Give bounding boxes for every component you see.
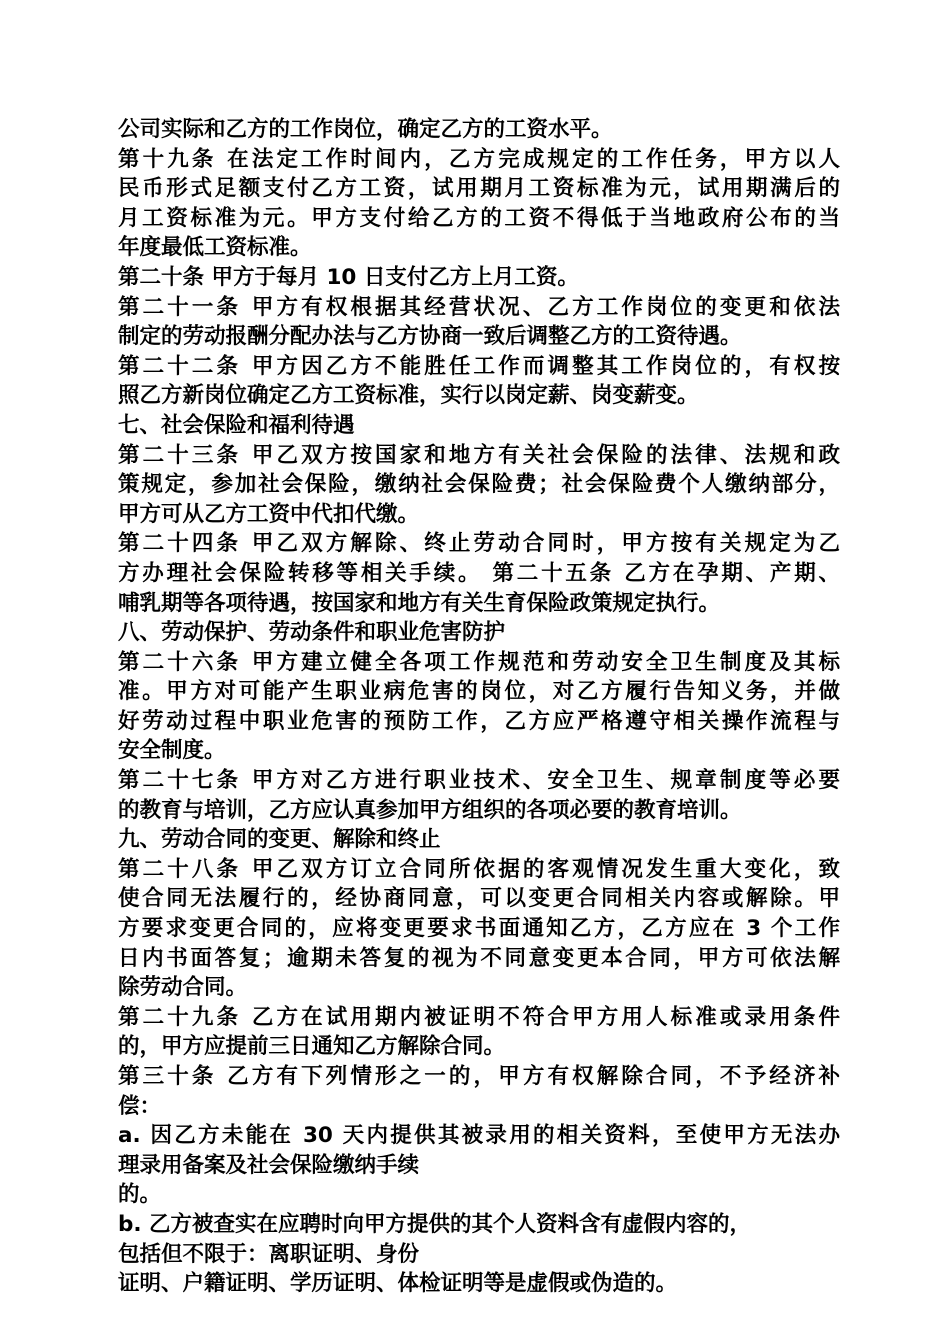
text-line: 年度最低工资标准。: [118, 235, 312, 261]
text-line: 第十九条 在法定工作时间内，乙方完成规定的工作任务，甲方以人: [118, 146, 840, 172]
text-line: 甲方可从乙方工资中代扣代缴。: [118, 501, 420, 527]
text-line: 好劳动过程中职业危害的预防工作，乙方应严格遵守相关操作流程与: [118, 708, 840, 734]
text-line: 的，甲方应提前三日通知乙方解除合同。: [118, 1034, 506, 1060]
text-line: 第三十条 乙方有下列情形之一的，甲方有权解除合同，不予经济补: [118, 1064, 840, 1089]
text-line: 的教育与培训，乙方应认真参加甲方组织的各项必要的教育培训。: [118, 797, 742, 823]
text-line: 第二十八条 甲乙双方订立合同所依据的客观情况发生重大变化，致: [118, 856, 840, 882]
section-heading: 八、劳动保护、劳动条件和职业危害防护: [118, 620, 506, 646]
text-line: 使合同无法履行的，经协商同意，可以变更合同相关内容或解除。甲: [118, 886, 840, 912]
text-line: 方要求变更合同的，应将变更要求书面通知乙方，乙方应在 3 个工作: [118, 916, 840, 942]
section-heading: 七、社会保险和福利待遇: [118, 412, 355, 438]
text-line: 偿：: [118, 1093, 162, 1119]
text-line: 第二十一条 甲方有权根据其经营状况、乙方工作岗位的变更和依法: [118, 294, 840, 320]
text-line: 公司实际和乙方的工作岗位，确定乙方的工资水平。: [118, 117, 613, 142]
text-line: 准。甲方对可能产生职业病危害的岗位，对乙方履行告知义务，并做: [118, 679, 840, 705]
text-line: 的。: [118, 1182, 162, 1208]
text-line: 除劳动合同。: [118, 975, 248, 1001]
text-line: 第二十六条 甲方建立健全各项工作规范和劳动安全卫生制度及其标: [118, 649, 840, 675]
text-line: b. 乙方被查实在应聘时向甲方提供的其个人资料含有虚假内容的，: [118, 1211, 752, 1237]
text-line: 照乙方新岗位确定乙方工资标准，实行以岗定薪、岗变薪变。: [118, 383, 699, 409]
text-line: 日内书面答复；逾期未答复的视为不同意变更本合同，甲方可依法解: [118, 945, 840, 971]
text-line: 第二十条 甲方于每月 10 日支付乙方上月工资。: [118, 264, 579, 290]
text-line: 第二十二条 甲方因乙方不能胜任工作而调整其工作岗位的，有权按: [118, 353, 840, 379]
text-line: 包括但不限于：离职证明、身份: [118, 1241, 420, 1267]
text-line: 方办理社会保险转移等相关手续。 第二十五条 乙方在孕期、产期、: [118, 560, 840, 586]
text-line: 第二十九条 乙方在试用期内被证明不符合甲方用人标准或录用条件: [118, 1004, 840, 1030]
text-line: 策规定，参加社会保险，缴纳社会保险费；社会保险费个人缴纳部分，: [118, 472, 840, 498]
text-line: 第二十三条 甲乙双方按国家和地方有关社会保险的法律、法规和政: [118, 442, 840, 468]
section-heading: 九、劳动合同的变更、解除和终止: [118, 827, 441, 853]
text-line: a. 因乙方未能在 30 天内提供其被录用的相关资料，至使甲方无法办: [118, 1123, 840, 1149]
text-line: 民币形式足额支付乙方工资，试用期月工资标准为元，试用期满后的: [118, 176, 840, 202]
text-line: 理录用备案及社会保险缴纳手续: [118, 1152, 420, 1178]
text-line: 证明、户籍证明、学历证明、体检证明等是虚假或伪造的。: [118, 1271, 678, 1297]
text-line: 第二十四条 甲乙双方解除、终止劳动合同时，甲方按有关规定为乙: [118, 531, 840, 557]
text-line: 制定的劳动报酬分配办法与乙方协商一致后调整乙方的工资待遇。: [118, 324, 742, 350]
document-body: [118, 115, 840, 1299]
text-line: 月工资标准为元。甲方支付给乙方的工资不得低于当地政府公布的当: [118, 205, 840, 231]
text-line: 哺乳期等各项待遇，按国家和地方有关生育保险政策规定执行。: [118, 590, 721, 616]
text-line: 第二十七条 甲方对乙方进行职业技术、安全卫生、规章制度等必要: [118, 768, 840, 794]
text-line: 安全制度。: [118, 738, 226, 764]
